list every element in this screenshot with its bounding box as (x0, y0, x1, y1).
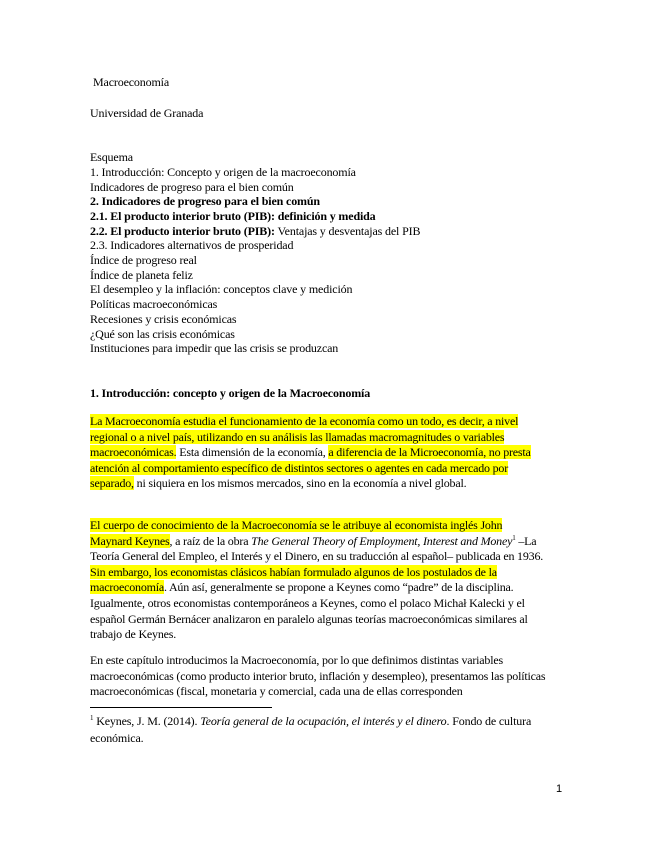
outline-item: Indicadores de progreso para el bien común (90, 180, 294, 194)
outline-item (90, 224, 420, 239)
outline-item: Índice de progreso real (90, 253, 197, 267)
text-run: . Fondo de cultura económica. (90, 714, 532, 745)
outline-item: Índice de planeta feliz (90, 268, 193, 282)
text-run: , a raíz de la obra (169, 533, 252, 548)
outline-item-rest: Ventajas y desventajas del PIB (274, 224, 421, 238)
highlight: Sin embargo, los economistas clásicos habían formulado algunos de los postulados de la macroeconomía (90, 564, 497, 595)
paragraph-1 (90, 414, 546, 492)
text-run: Esta dimensión de la economía, (176, 445, 329, 460)
highlight: El cuerpo de conocimiento de la Macroeconomía se le atribuye al economista inglés John Maynard Keynes (90, 518, 503, 548)
work-title: The General Theory of Employment, Interest and Money (251, 533, 513, 548)
document-title: Macroeconomía (93, 75, 170, 89)
institution-name: Universidad de Granada (90, 106, 204, 120)
outline-item: 1. Introducción: Concepto y origen de la macroeconomía (90, 165, 356, 179)
text-run: ni siquiera en los mismos mercados, sino en la economía a nivel global. (133, 476, 467, 491)
outline-item: ¿Qué son las crisis económicas (90, 327, 235, 341)
outline-item: Recesiones y crisis económicas (90, 312, 237, 326)
outline-item: Instituciones para impedir que las crisis se produzcan (90, 341, 339, 355)
footnote-ref[interactable]: 1 (512, 533, 516, 542)
footnote-mark: 1 (90, 714, 94, 722)
footnote-title: Teoría general de la ocupación, el interés y el dinero (200, 714, 447, 728)
highlight: a diferencia de la Microeconomía, no presta atención al comportamiento específico de distintos sectores o agentes en cada mercado por separado, (90, 445, 531, 491)
outline-item: 2.3. Indicadores alternativos de prosperidad (90, 238, 294, 252)
text-run: –La Teoría General del Empleo, el Interés y el Dinero, en su traducción al español– publicada en 1936. (90, 533, 544, 564)
highlight: La Macroeconomía estudia el funcionamiento de la economía como un todo, es decir, a nivel regional o a nivel país, utilizando en su análisis las llamadas macromagnitudes o variables macroeconómicas. (90, 414, 519, 460)
footnote (90, 713, 560, 747)
text-run: Keynes, J. M. (2014). (93, 714, 201, 728)
paragraph-3: En este capítulo introducimos la Macroeconomía, por lo que definimos distintas variables macroeconómicas (como producto interior bruto, inflación y desempleo), presentamos las políticas macroeconómicas (fiscal, monetaria y comercial, cada una de ellas corresponden (90, 653, 546, 699)
section-heading: 1. Introducción: concepto y origen de la Macroeconomía (90, 386, 371, 400)
footnote-separator (90, 707, 272, 708)
outline-heading: Esquema (90, 150, 133, 164)
outline-item: El desempleo y la inflación: conceptos clave y medición (90, 282, 353, 296)
outline-item: 2. Indicadores de progreso para el bien común (90, 194, 320, 208)
paragraph-2 (90, 518, 546, 643)
outline-item: Políticas macroeconómicas (90, 297, 218, 311)
outline-item-bold: 2.2. El producto interior bruto (PIB): (90, 224, 275, 238)
page-number: 1 (556, 783, 563, 795)
outline-item: 2.1. El producto interior bruto (PIB): definición y medida (90, 209, 376, 223)
text-run: . Aún así, generalmente se propone a Keynes como “padre” de la disciplina. Igualmente, otros economistas contemporáneos a Keynes, como el polaco Michał Kalecki y el español Germán Bernácer analizaron en paralelo algunas teorías macroeconómicas similares al trabajo de Keynes. (90, 580, 528, 642)
